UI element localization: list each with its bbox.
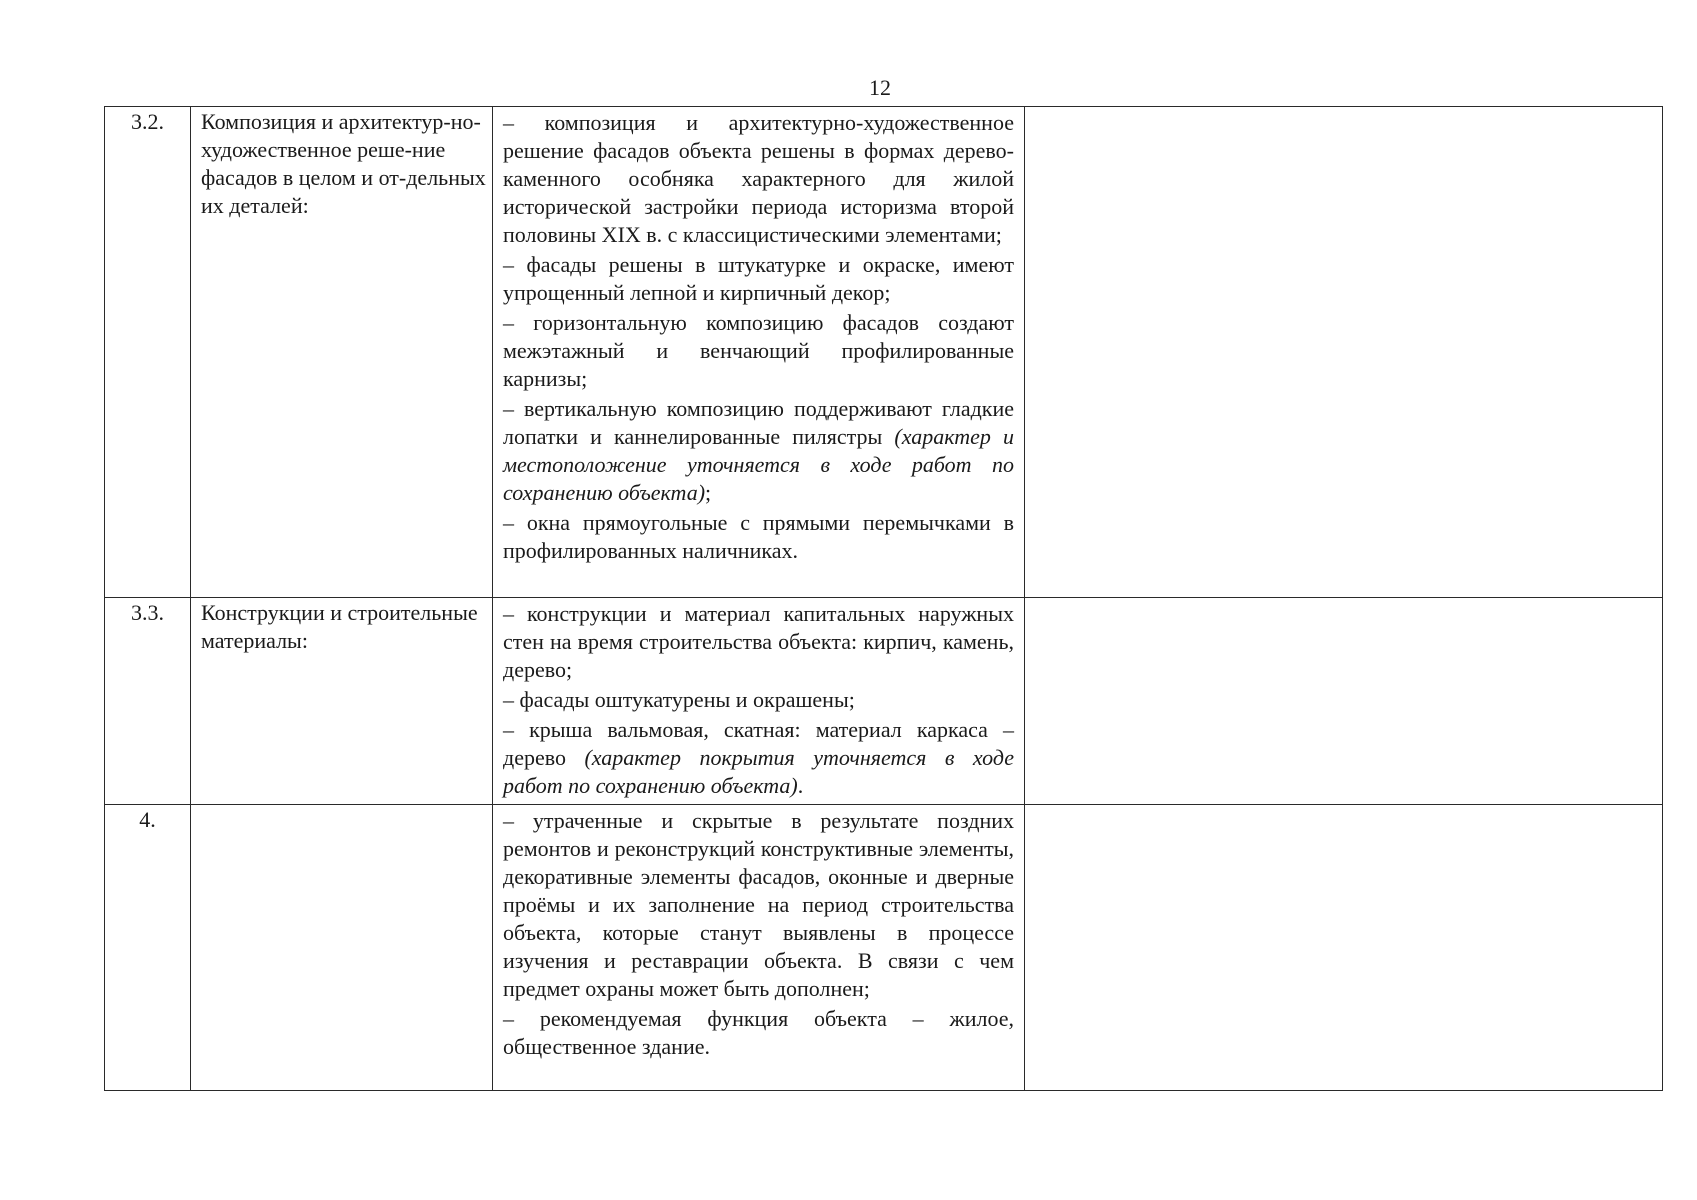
description-paragraph: – композиция и архитектурно-художественное решение фасадов объекта решены в формах дерево-каменного особняка характерного для жилой исторической застройки периода историзма второй половины XIX в. с классицистическими элементами; [503,110,1014,247]
row-empty-column [1025,107,1663,598]
description-paragraph: – конструкции и материал капитальных наружных стен на время строительства объекта: кирпич, камень, дерево; [503,601,1014,682]
row-description [493,598,1025,805]
row-empty-column [1025,805,1663,1091]
row-title: Композиция и архитектур-но-художественное реше-ние фасадов в целом и от-дельных их деталей: [191,107,493,598]
table-row [105,805,1663,1091]
description-paragraph: – утраченные и скрытые в результате поздних ремонтов и реконструкций конструктивные элементы, декоративные элементы фасадов, оконные и дверные проёмы и их заполнение на период строительства объекта, которые станут выявлены в процессе изучения и реставрации объекта. В связи с чем предмет охраны может быть дополнен; [503,808,1014,1001]
row-number: 4. [105,805,191,1091]
description-paragraph: – горизонтальную композицию фасадов создают межэтажный и венчающий профилированные карнизы; [503,310,1014,391]
row-title [191,805,493,1091]
row-title: Конструкции и строительные материалы: [191,598,493,805]
table-row [105,107,1663,598]
table-row [105,598,1663,805]
description-paragraph: – вертикальную композицию поддерживают гладкие лопатки и каннелированные пилястры (характер и местоположение уточняется в ходе работ по сохранению объекта); [503,396,1014,505]
description-paragraph: – рекомендуемая функция объекта – жилое, общественное здание. [503,1006,1014,1059]
description-paragraph: – фасады решены в штукатурке и окраске, имеют упрощенный лепной и кирпичный декор; [503,252,1014,305]
description-paragraph: – крыша вальмовая, скатная: материал каркаса – дерево (характер покрытия уточняется в ходе работ по сохранению объекта). [503,717,1014,798]
page-number: 12 [869,75,891,100]
row-number: 3.2. [105,107,191,598]
description-paragraph: – фасады оштукатурены и окрашены; [503,687,855,712]
row-number: 3.3. [105,598,191,805]
description-paragraph: – окна прямоугольные с прямыми перемычками в профилированных наличниках. [503,510,1014,563]
row-empty-column [1025,598,1663,805]
protection-subject-table [104,106,1663,1091]
row-description [493,805,1025,1091]
row-description [493,107,1025,598]
